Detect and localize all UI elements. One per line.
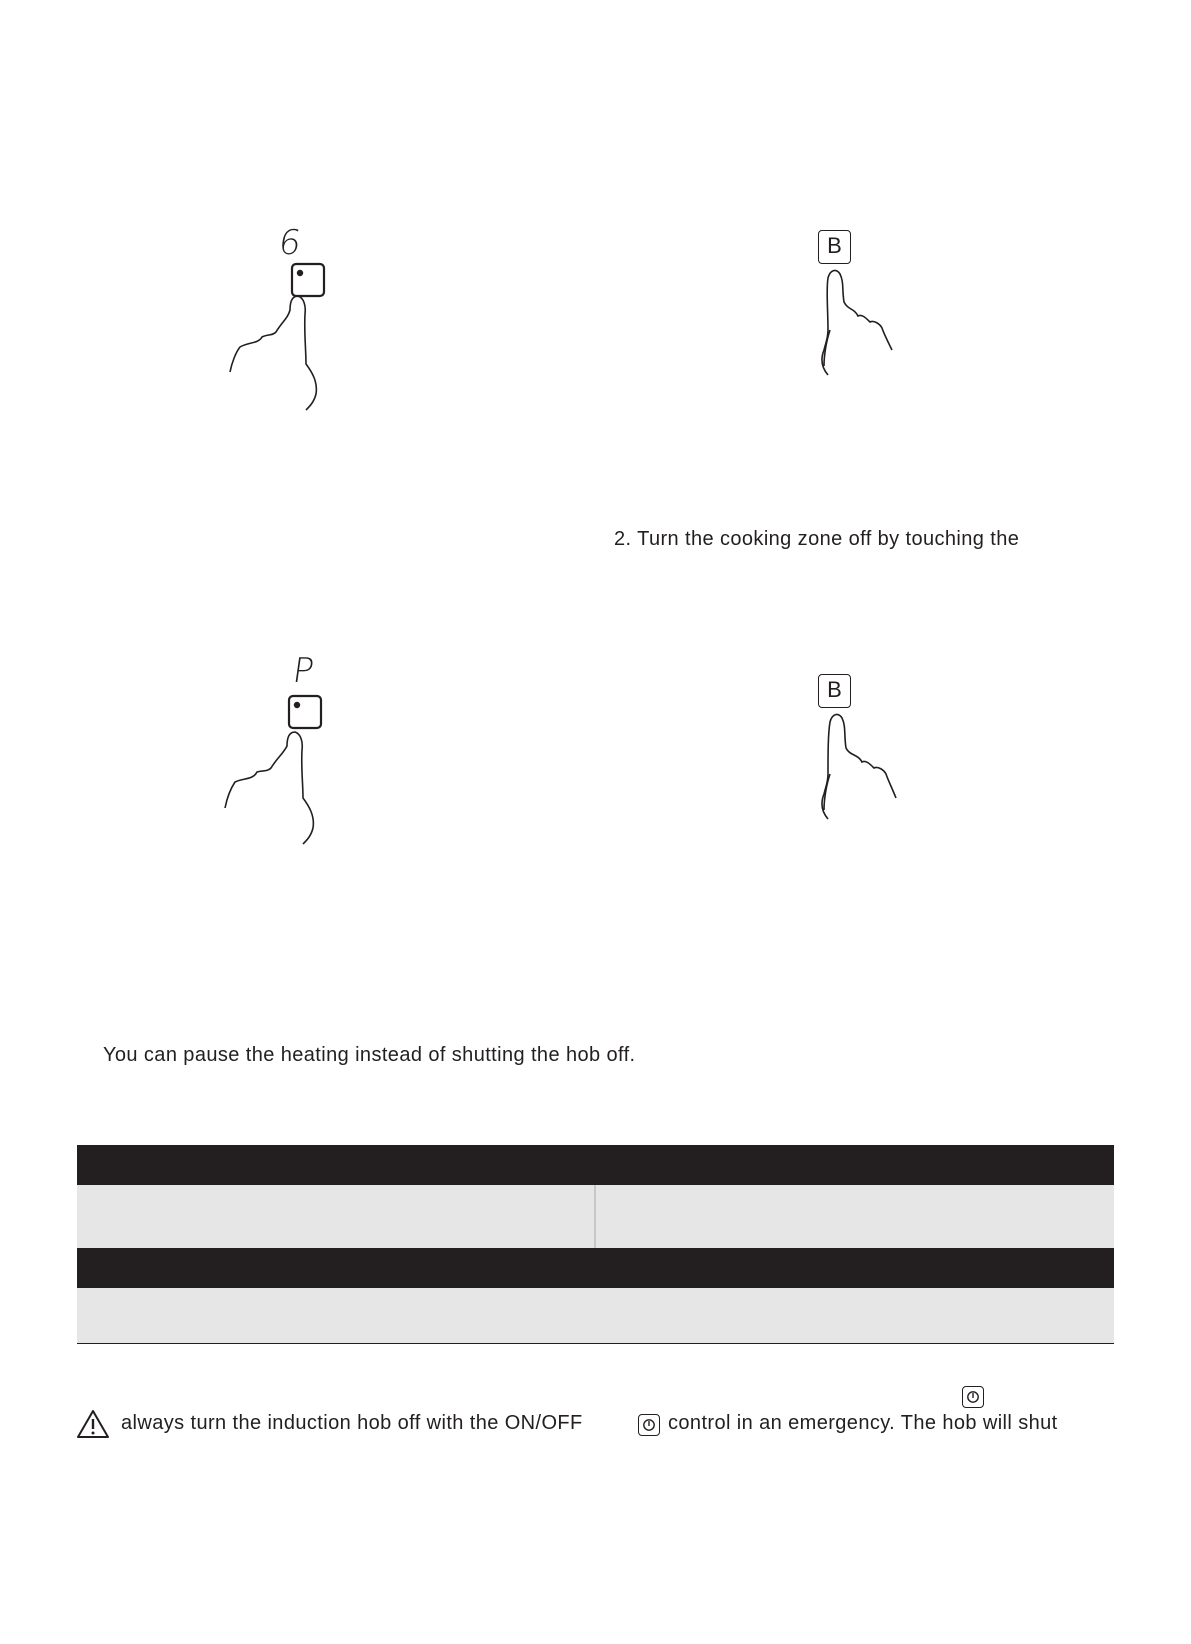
power-icon bbox=[638, 1414, 660, 1436]
warning-triangle-icon bbox=[76, 1409, 110, 1439]
hand-pressing-key-icon bbox=[210, 222, 330, 412]
b-key: B bbox=[818, 674, 851, 708]
hand-pressing-key-icon bbox=[205, 650, 325, 840]
table-header-bar bbox=[77, 1145, 1114, 1185]
b-key: B bbox=[818, 230, 851, 264]
table-bottom-rule bbox=[77, 1343, 1114, 1344]
table-cell-full bbox=[77, 1288, 1114, 1343]
figure-level-6 bbox=[210, 222, 330, 412]
table-cell-right bbox=[596, 1185, 1114, 1248]
display-digit: P bbox=[290, 651, 317, 691]
warning-text-end: control in an emergency. The hob will shut bbox=[668, 1412, 1058, 1434]
table-cell-left bbox=[77, 1185, 594, 1248]
table-subheader-bar bbox=[77, 1248, 1114, 1288]
hand-pressing-key-icon bbox=[770, 230, 900, 400]
warning-text-start: always turn the induction hob off with the ON/OFF bbox=[121, 1412, 583, 1434]
display-digit: 6 bbox=[276, 223, 304, 263]
hand-pressing-key-icon bbox=[770, 674, 910, 844]
step-2-text: 2. Turn the cooking zone off by touching the bbox=[614, 528, 1020, 550]
figure-level-p bbox=[205, 650, 325, 840]
pause-note: You can pause the heating instead of shutting the hob off. bbox=[103, 1044, 636, 1066]
figure-key-b-bottom bbox=[770, 674, 910, 844]
power-icon bbox=[962, 1386, 984, 1408]
warning-line bbox=[76, 1408, 1116, 1444]
info-table bbox=[77, 1145, 1114, 1345]
figure-key-b-top bbox=[770, 230, 900, 400]
